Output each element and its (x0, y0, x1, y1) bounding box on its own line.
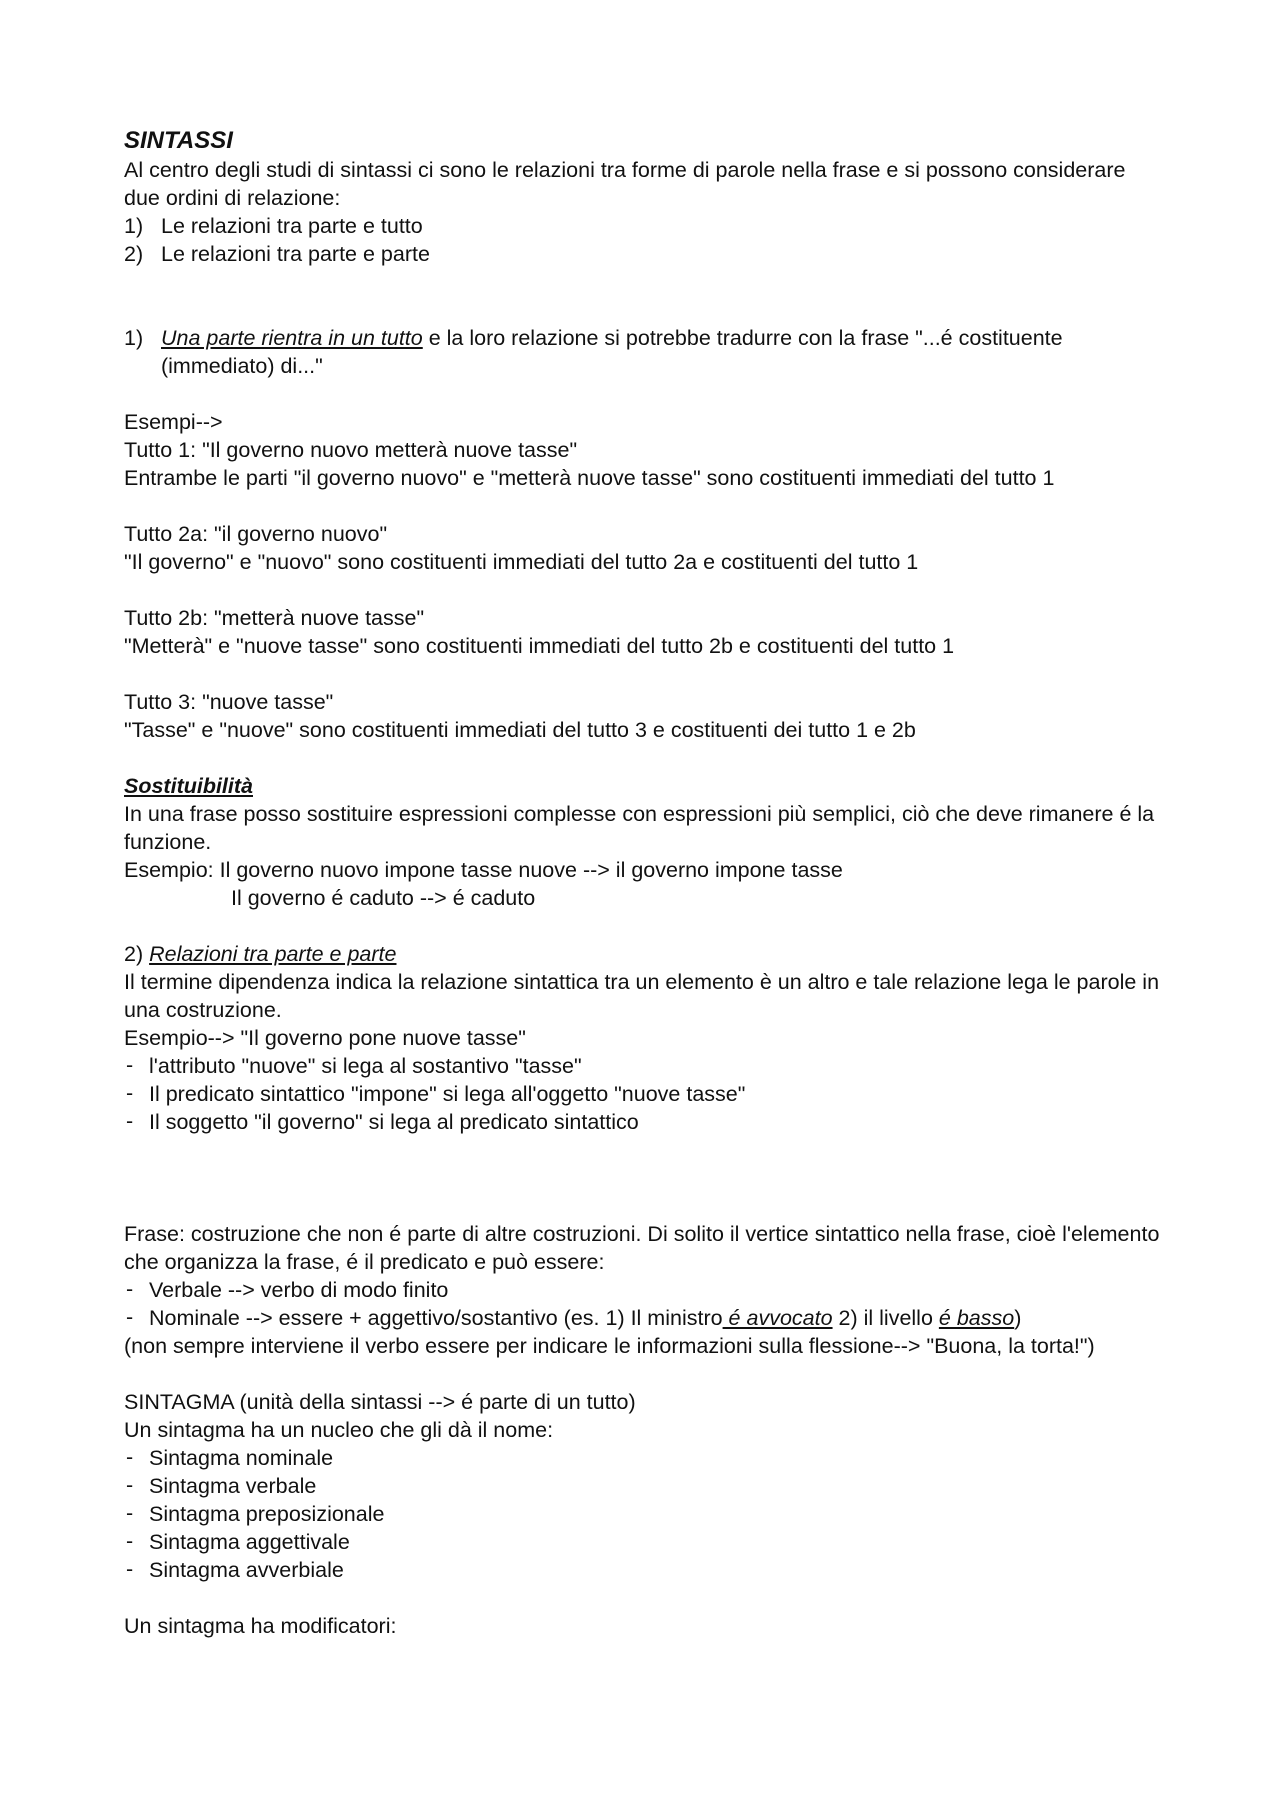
list-item-text: Le relazioni tra parte e parte (161, 242, 430, 266)
list-item-text: Le relazioni tra parte e tutto (161, 214, 423, 238)
list-item: - Sintagma aggettivale (124, 1528, 1164, 1556)
nominale-text-mid: 2) il livello (832, 1306, 939, 1330)
sostituibilita-example-2: Il governo é caduto --> é caduto (231, 886, 536, 910)
sostituibilita-text: In una frase posso sostituire espressioni complesse con espressioni più semplici, ciò che deve rimanere é la funzione. (124, 802, 1155, 854)
sintagma-types-list (124, 1444, 1164, 1584)
nominale-example-1: é avvocato (722, 1306, 833, 1330)
list-item: - Sintagma preposizionale (124, 1500, 1164, 1528)
dependency-list (124, 1052, 1164, 1136)
list-item: - Il predicato sintattico "impone" si lega all'oggetto "nuove tasse" (124, 1080, 1164, 1108)
tutto-1-title: Tutto 1: "Il governo nuovo metterà nuove tasse" (124, 438, 578, 462)
tutto-3-text: "Tasse" e "nuove" sono costituenti immediati del tutto 3 e costituenti dei tutto 1 e 2b (124, 718, 916, 742)
list-marker: 1) (124, 214, 144, 238)
list-marker: 2) (124, 242, 144, 266)
list-item: - Sintagma verbale (124, 1472, 1164, 1500)
nominale-example-2: é basso (938, 1306, 1015, 1330)
tutto-2a-title: Tutto 2a: "il governo nuovo" (124, 522, 388, 546)
page-title: SINTASSI (124, 127, 233, 154)
tutto-3-title: Tutto 3: "nuove tasse" (124, 690, 334, 714)
nominale-text: Nominale --> essere + aggettivo/sostantivo (es. 1) Il ministro (149, 1306, 723, 1330)
section-2-marker: 2) (124, 942, 150, 966)
intro-paragraph: Al centro degli studi di sintassi ci sono le relazioni tra forme di parole nella frase e si possono considerare due ordini di relazione: (124, 158, 1126, 210)
list-marker: 1) (124, 326, 144, 350)
section-1 (124, 324, 1164, 380)
tutto-2b-title: Tutto 2b: "metterà nuove tasse" (124, 606, 425, 630)
predicate-types-list (124, 1276, 1164, 1332)
tutto-2b-text: "Metterà" e "nuove tasse" sono costituenti immediati del tutto 2b e costituenti del tutto 1 (124, 634, 955, 658)
list-item (124, 212, 1164, 240)
sintagma-heading: SINTAGMA (unità della sintassi --> é parte di un tutto) (124, 1390, 636, 1414)
list-item: - Sintagma avverbiale (124, 1556, 1164, 1584)
sostituibilita-heading: Sostituibilità (124, 774, 253, 798)
section-2-example: Esempio--> "Il governo pone nuove tasse" (124, 1026, 526, 1050)
nominale-text-end: ) (1014, 1306, 1022, 1330)
list-item: - l'attributo "nuove" si lega al sostantivo "tasse" (124, 1052, 1164, 1080)
section-1-underlined: Una parte rientra in un tutto (161, 326, 423, 350)
sostituibilita-example-1: Esempio: Il governo nuovo impone tasse nuove --> il governo impone tasse (124, 858, 843, 882)
section-1-item (124, 324, 1164, 380)
section-2-heading-line (124, 940, 1164, 968)
frase-definition: Frase: costruzione che non é parte di altre costruzioni. Di solito il vertice sintattico nella frase, cioè l'elemento che organizza la frase, é il predicato e può essere: (124, 1222, 1160, 1274)
list-item: - Il soggetto "il governo" si lega al predicato sintattico (124, 1108, 1164, 1136)
relation-types-list (124, 212, 1164, 268)
examples-label: Esempi--> (124, 410, 223, 434)
list-item: - Sintagma nominale (124, 1444, 1164, 1472)
tutto-2a-text: "Il governo" e "nuovo" sono costituenti immediati del tutto 2a e costituenti del tutto 1 (124, 550, 919, 574)
list-item: - Verbale --> verbo di modo finito (124, 1276, 1164, 1304)
section-1-text: e la loro relazione si potrebbe tradurre con la frase "...é costituente (immediato) di..." (161, 326, 1063, 378)
tutto-1-text: Entrambe le parti "il governo nuovo" e "metterà nuove tasse" sono costituenti immediati del tutto 1 (124, 466, 1055, 490)
sintagma-modifiers: Un sintagma ha modificatori: (124, 1614, 397, 1638)
list-item (124, 1304, 1164, 1332)
sintagma-intro: Un sintagma ha un nucleo che gli dà il nome: (124, 1418, 554, 1442)
section-2-heading: Relazioni tra parte e parte (149, 942, 397, 966)
frase-note: (non sempre interviene il verbo essere per indicare le informazioni sulla flessione--> "Buona, la torta!") (124, 1334, 1095, 1358)
list-item (124, 240, 1164, 268)
document-page (124, 126, 1164, 1640)
section-2-text: Il termine dipendenza indica la relazione sintattica tra un elemento è un altro e tale relazione lega le parole in una costruzione. (124, 970, 1160, 1022)
